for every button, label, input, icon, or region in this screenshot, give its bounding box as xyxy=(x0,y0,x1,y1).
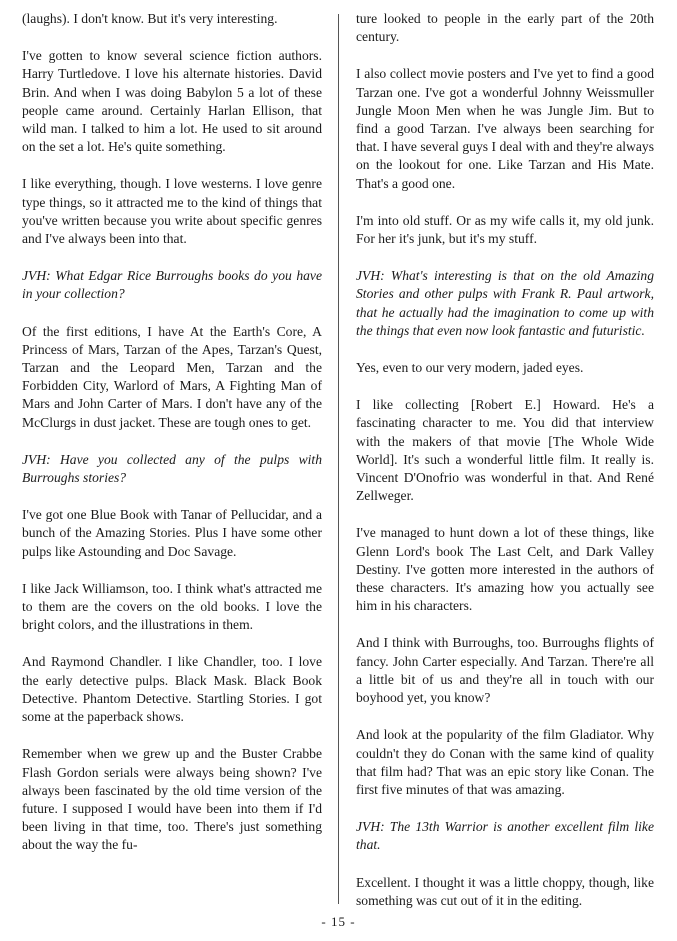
paragraph: Remember when we grew up and the Buster Crabbe Flash Gordon serials were always being shown? I've always been fascinated by the old time version of the future. I supposed I would have been into them if I'd been living in that time, too. There's just something about the way the fu- xyxy=(22,746,322,853)
paragraph: I've gotten to know several science fiction authors. Harry Turtledove. I love his alternate histories. David Brin. And when I was doing Babylon 5 a lot of these people came around. Certainly Harlan Ellison, that wild man. I talked to him a lot. He used to sit around on the set a lot. He's quite something. xyxy=(22,48,322,155)
paragraph: I like collecting [Robert E.] Howard. He's a fascinating character to me. You did that interview with the makers of that movie [The Whole Wide World]. It's such a wonderful little film. It really is. Vincent D'Onofrio was wonderful in that. And René Zellweger. xyxy=(356,397,654,504)
interviewer-question: JVH: Have you collected any of the pulps with Burroughs stories? xyxy=(22,451,322,486)
interviewer-question: JVH: The 13th Warrior is another excellent film like that. xyxy=(356,819,654,853)
interviewer-question: JVH: What's interesting is that on the old Amazing Stories and other pulps with Frank R. Paul artwork, that he actually had the imagination to come up with the things that even now look fantastic and futuristic. xyxy=(356,268,654,338)
paragraph: Yes, even to our very modern, jaded eyes. xyxy=(356,360,584,376)
page-number: - 15 - xyxy=(321,914,356,929)
paragraph: I've got one Blue Book with Tanar of Pellucidar, and a bunch of the Amazing Stories. Plus I have some other pulps like Astounding and Doc Savage. xyxy=(22,507,322,559)
paragraph: And look at the popularity of the film Gladiator. Why couldn't they do Conan with the same kind of quality that film had? That was an epic story like Conan. The first five minutes of that was amazing. xyxy=(356,727,654,797)
paragraph: And Raymond Chandler. I like Chandler, too. I love the early detective pulps. Black Mask. Black Book Detective. Phantom Detective. Startling Stories. I got some at the paperback shows. xyxy=(22,654,322,725)
left-column xyxy=(22,10,322,874)
paragraph: I like everything, though. I love westerns. I love genre type things, so it attracted me to the kind of things that you've written because you write about specific genres and I've always been into that. xyxy=(22,176,322,247)
column-divider xyxy=(338,14,339,904)
paragraph: And I think with Burroughs, too. Burroughs flights of fancy. John Carter especially. And Tarzan. There're all a little bit of us and they're all in touch with our boyhood yet, you know? xyxy=(356,635,654,706)
paragraph: I like Jack Williamson, too. I think what's attracted me to them are the covers on the old books. I love the bright colors, and the illustrations in them. xyxy=(22,580,322,633)
right-column xyxy=(356,10,654,929)
paragraph: I've managed to hunt down a lot of these things, like Glenn Lord's book The Last Celt, and Dark Valley Destiny. I've gotten more interested in the authors of these characters. It's amazing how you actually see him in his characters. xyxy=(356,525,654,614)
paragraph: Of the first editions, I have At the Earth's Core, A Princess of Mars, Tarzan of the Apes, Tarzan's Quest, Tarzan and the Leopard Men, Tarzan and the Forbidden City, Warlord of Mars, A Fighting Man of Mars and John Carter of Mars. I don't have any of the McClurgs in dust jacket. These are tough ones to get. xyxy=(22,323,322,430)
paragraph: ture looked to people in the early part of the 20th century. xyxy=(356,11,654,45)
paragraph: Excellent. I thought it was a little choppy, though, like something was cut out of it in the editing. xyxy=(356,874,654,908)
paragraph: I'm into old stuff. Or as my wife calls it, my old junk. For her it's junk, but it's my stuff. xyxy=(356,212,654,247)
interviewer-question: JVH: What Edgar Rice Burroughs books do you have in your collection? xyxy=(22,268,322,302)
paragraph: (laughs). I don't know. But it's very interesting. xyxy=(22,11,278,26)
paragraph: I also collect movie posters and I've yet to find a good Tarzan one. I've got a wonderful Johnny Weissmuller Jungle Moon Men when he was Jungle Jim. But to find a good Tarzan. I've always been searching for that. I have several guys I deal with and they're always on the lookout for one. Like Tarzan and His Mate. That's a good one. xyxy=(356,66,654,191)
